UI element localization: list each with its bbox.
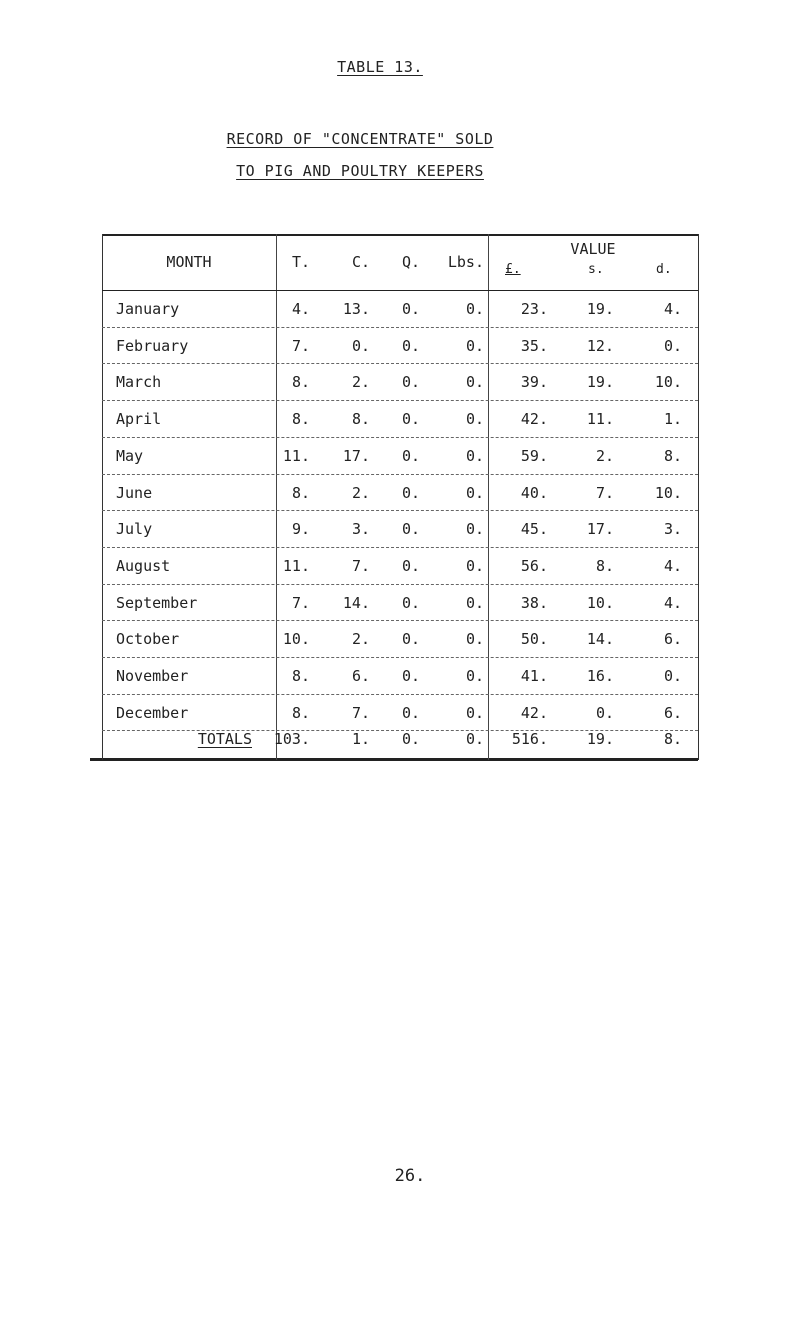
- row-divider: [102, 327, 698, 328]
- month-cell: April: [116, 410, 162, 429]
- lbs-cell: 0.: [465, 483, 484, 502]
- table-right-border: [698, 234, 699, 760]
- header-pounds: £.: [505, 262, 521, 277]
- cwt-cell: 14.: [342, 593, 370, 612]
- shillings-cell: 17.: [586, 520, 614, 539]
- pounds-cell: 41.: [520, 667, 548, 685]
- cwt-cell: 0.: [351, 336, 370, 355]
- row-divider: [102, 474, 698, 475]
- pounds-cell: 56.: [520, 556, 548, 575]
- quarters-cell: 0.: [401, 446, 420, 465]
- header-lbs: Lbs.: [447, 253, 484, 271]
- totals-lbs: 0.: [465, 730, 484, 748]
- pence-cell: 4.: [663, 300, 682, 318]
- table-row: [102, 290, 698, 328]
- quarters-cell: 0.: [401, 410, 420, 429]
- quarters-cell: 0.: [401, 703, 420, 722]
- tons-cell: 8.: [291, 373, 310, 392]
- row-divider: [102, 437, 698, 438]
- lbs-cell: 0.: [465, 630, 484, 649]
- header-pence: d.: [656, 262, 672, 277]
- pounds-cell: 45.: [520, 520, 548, 539]
- totals-row: [102, 720, 698, 758]
- row-divider: [102, 547, 698, 548]
- quarters-cell: 0.: [401, 336, 420, 355]
- shillings-cell: 8.: [595, 556, 614, 575]
- totals-cwt: 1.: [351, 730, 370, 748]
- month-cell: January: [116, 300, 180, 318]
- header-shillings: s.: [588, 262, 604, 277]
- month-cell: July: [116, 520, 153, 539]
- quarters-cell: 0.: [401, 483, 420, 502]
- month-cell: August: [116, 556, 171, 575]
- shillings-cell: 19.: [586, 300, 614, 318]
- month-cell: March: [116, 373, 162, 392]
- month-cell: December: [116, 703, 189, 722]
- month-cell: February: [116, 336, 189, 355]
- lbs-cell: 0.: [465, 520, 484, 539]
- cwt-cell: 2.: [351, 483, 370, 502]
- tons-cell: 10.: [282, 630, 310, 649]
- lbs-cell: 0.: [465, 446, 484, 465]
- pounds-cell: 23.: [520, 300, 548, 318]
- lbs-cell: 0.: [465, 703, 484, 722]
- shillings-cell: 16.: [586, 667, 614, 685]
- quarters-cell: 0.: [401, 300, 420, 318]
- row-divider: [102, 363, 698, 364]
- table-bottom-border: [90, 758, 698, 761]
- shillings-cell: 12.: [586, 336, 614, 355]
- tons-cell: 7.: [291, 593, 310, 612]
- totals-quarters: 0.: [401, 730, 420, 748]
- header-month: MONTH: [166, 253, 212, 271]
- pounds-cell: 35.: [520, 336, 548, 355]
- totals-tons: 103.: [273, 730, 310, 748]
- month-cell: November: [116, 667, 189, 685]
- pence-cell: 10.: [654, 483, 682, 502]
- row-divider: [102, 620, 698, 621]
- tons-cell: 8.: [291, 667, 310, 685]
- pounds-cell: 38.: [520, 593, 548, 612]
- table-row: [102, 510, 698, 548]
- table-row: [102, 327, 698, 365]
- shillings-cell: 10.: [586, 593, 614, 612]
- pence-cell: 1.: [663, 410, 682, 429]
- header-value: VALUE: [570, 240, 616, 258]
- pence-cell: 6.: [663, 630, 682, 649]
- lbs-cell: 0.: [465, 336, 484, 355]
- cwt-cell: 13.: [342, 300, 370, 318]
- document-subtitle: TO PIG AND POULTRY KEEPERS: [236, 162, 484, 180]
- pounds-cell: 42.: [520, 410, 548, 429]
- row-divider: [102, 657, 698, 658]
- cwt-cell: 6.: [351, 667, 370, 685]
- totals-shillings: 19.: [586, 730, 614, 748]
- tons-cell: 8.: [291, 410, 310, 429]
- tons-cell: 11.: [282, 446, 310, 465]
- pence-cell: 4.: [663, 593, 682, 612]
- pence-cell: 4.: [663, 556, 682, 575]
- document-title: RECORD OF "CONCENTRATE" SOLD: [226, 130, 494, 148]
- lbs-cell: 0.: [465, 556, 484, 575]
- pence-cell: 6.: [663, 703, 682, 722]
- cwt-cell: 2.: [351, 373, 370, 392]
- totals-label: TOTALS: [197, 730, 252, 748]
- pounds-cell: 59.: [520, 446, 548, 465]
- table-label: TABLE 13.: [337, 58, 423, 76]
- tons-cell: 7.: [291, 336, 310, 355]
- pence-cell: 0.: [663, 667, 682, 685]
- quarters-cell: 0.: [401, 630, 420, 649]
- shillings-cell: 11.: [586, 410, 614, 429]
- month-cell: May: [116, 446, 144, 465]
- lbs-cell: 0.: [465, 593, 484, 612]
- cwt-cell: 3.: [351, 520, 370, 539]
- quarters-cell: 0.: [401, 593, 420, 612]
- pounds-cell: 42.: [520, 703, 548, 722]
- row-divider: [102, 694, 698, 695]
- lbs-cell: 0.: [465, 667, 484, 685]
- table-row: [102, 474, 698, 512]
- lbs-cell: 0.: [465, 410, 484, 429]
- row-divider: [102, 730, 698, 731]
- lbs-cell: 0.: [465, 300, 484, 318]
- table-row: [102, 584, 698, 622]
- tons-cell: 4.: [291, 300, 310, 318]
- row-divider: [102, 400, 698, 401]
- table-header: [102, 234, 698, 290]
- row-divider: [102, 510, 698, 511]
- quarters-cell: 0.: [401, 520, 420, 539]
- lbs-cell: 0.: [465, 373, 484, 392]
- quarters-cell: 0.: [401, 667, 420, 685]
- pounds-cell: 40.: [520, 483, 548, 502]
- table-row: [102, 437, 698, 475]
- cwt-cell: 17.: [342, 446, 370, 465]
- page-number: 26.: [394, 1166, 426, 1186]
- pounds-cell: 39.: [520, 373, 548, 392]
- month-cell: September: [116, 593, 198, 612]
- table-row: [102, 400, 698, 438]
- cwt-cell: 2.: [351, 630, 370, 649]
- pence-cell: 10.: [654, 373, 682, 392]
- table-row: [102, 657, 698, 695]
- row-divider: [102, 584, 698, 585]
- quarters-cell: 0.: [401, 556, 420, 575]
- tons-cell: 11.: [282, 556, 310, 575]
- tons-cell: 8.: [291, 703, 310, 722]
- quarters-cell: 0.: [401, 373, 420, 392]
- header-cwt: C.: [351, 253, 370, 271]
- table-row: [102, 363, 698, 401]
- pence-cell: 0.: [663, 336, 682, 355]
- month-cell: October: [116, 630, 180, 649]
- shillings-cell: 14.: [586, 630, 614, 649]
- header-tons: T.: [291, 253, 310, 271]
- table-row: [102, 620, 698, 658]
- month-cell: June: [116, 483, 153, 502]
- cwt-cell: 7.: [351, 703, 370, 722]
- header-quarters: Q.: [401, 253, 420, 271]
- shillings-cell: 0.: [595, 703, 614, 722]
- pounds-cell: 50.: [520, 630, 548, 649]
- sales-table: [102, 234, 698, 760]
- shillings-cell: 19.: [586, 373, 614, 392]
- pence-cell: 3.: [663, 520, 682, 539]
- tons-cell: 8.: [291, 483, 310, 502]
- table-row: [102, 547, 698, 585]
- cwt-cell: 8.: [351, 410, 370, 429]
- shillings-cell: 2.: [595, 446, 614, 465]
- pence-cell: 8.: [663, 446, 682, 465]
- shillings-cell: 7.: [595, 483, 614, 502]
- tons-cell: 9.: [291, 520, 310, 539]
- cwt-cell: 7.: [351, 556, 370, 575]
- totals-pounds: 516.: [511, 730, 548, 748]
- totals-pence: 8.: [663, 730, 682, 748]
